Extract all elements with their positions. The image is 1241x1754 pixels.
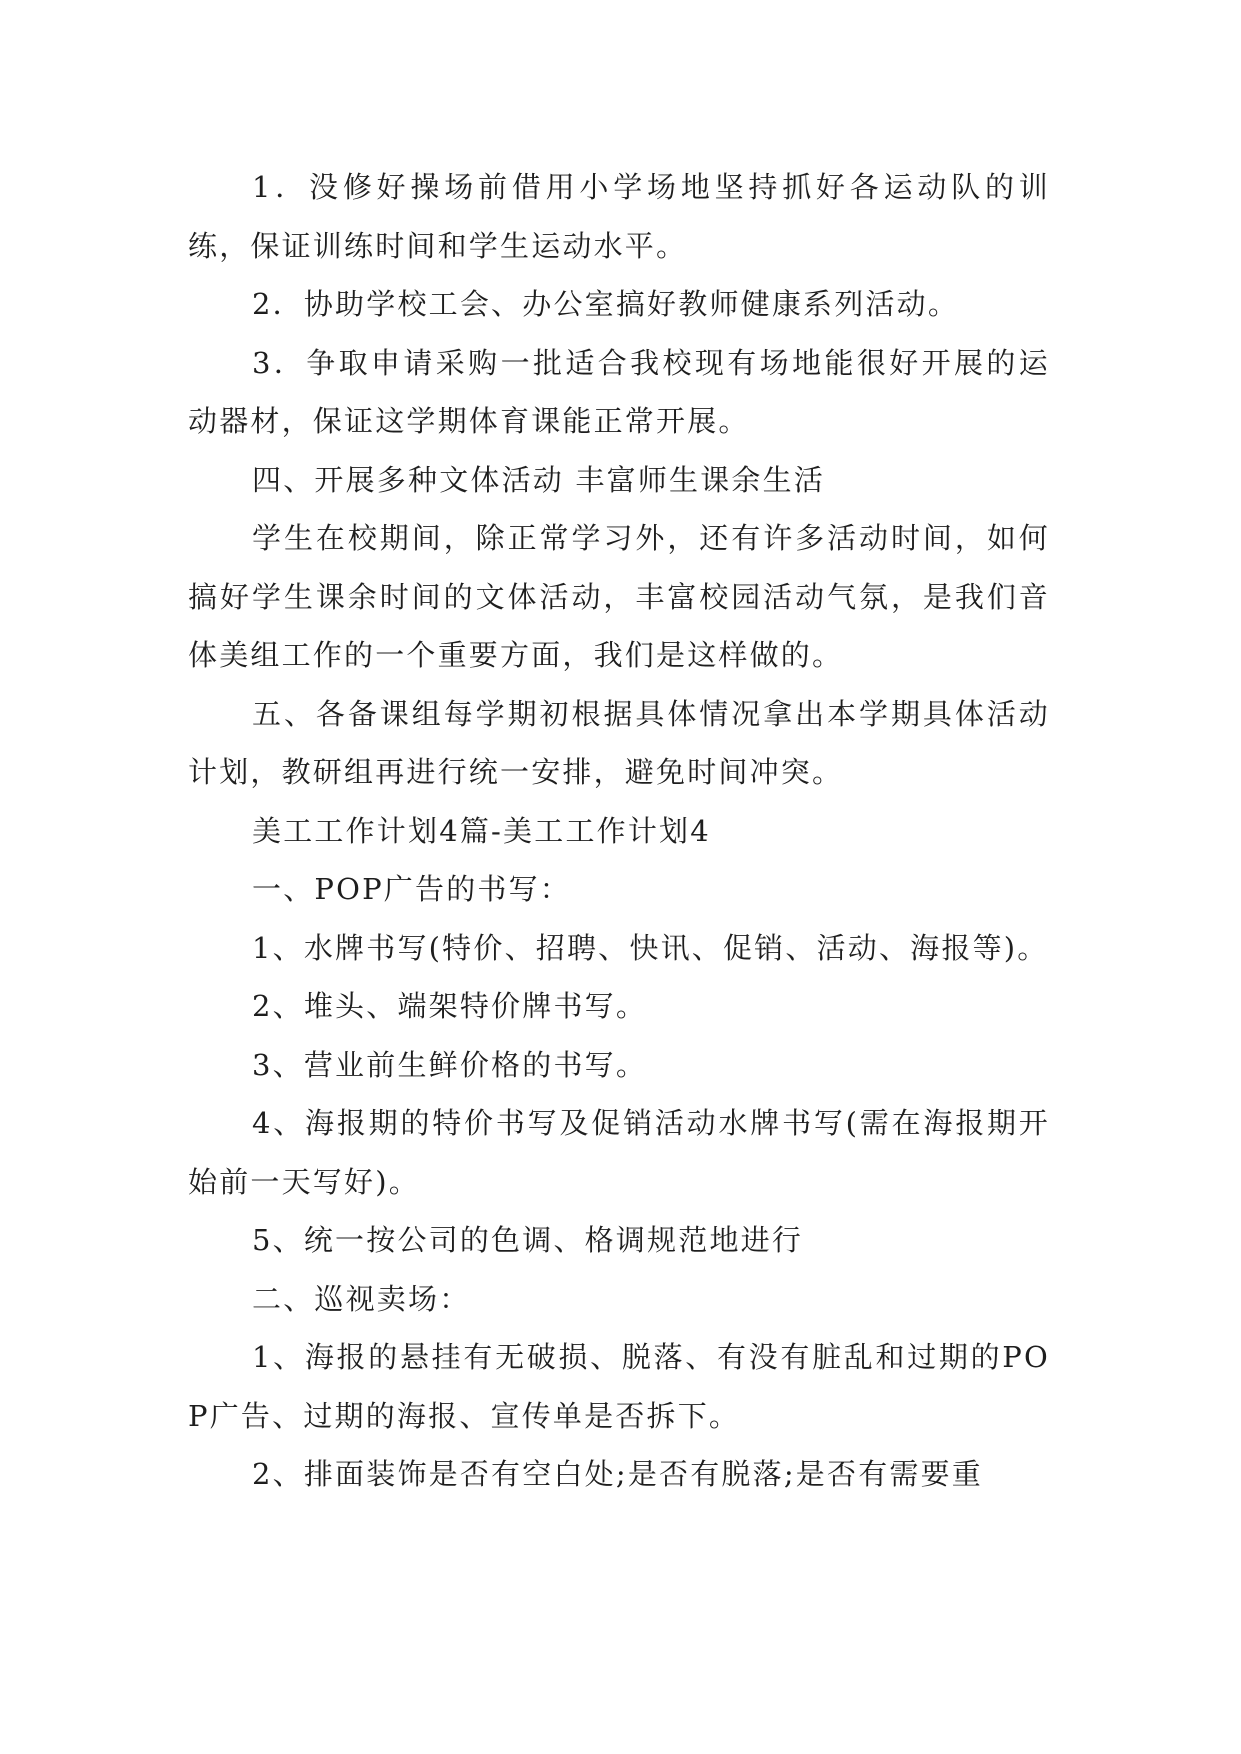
section-heading-patrol: 二、巡视卖场： <box>252 1281 471 1316</box>
document-subtitle: 美工工作计划4篇-美工工作计划4 <box>252 813 711 848</box>
paragraph-9: 1、水牌书写(特价、招聘、快讯、促销、活动、海报等)。 <box>252 930 1049 965</box>
paragraph-10: 2、堆头、端架特价牌书写。 <box>252 989 648 1023</box>
paragraph-16: 2、排面装饰是否有空白处;是否有脱落;是否有需要重 <box>252 1457 983 1491</box>
paragraph-2: 2．协助学校工会、办公室搞好教师健康系列活动。 <box>252 287 960 321</box>
paragraph-11: 3、营业前生鲜价格的书写。 <box>252 1047 648 1082</box>
paragraph-1: 1．没修好操场前借用小学场地坚持抓好各运动队的训练，保证训练时间和学生运动水平。 <box>188 170 1050 263</box>
section-heading-4: 四、开展多种文体活动 丰富师生课余生活 <box>252 462 826 497</box>
paragraph-12: 4、海报期的特价书写及促销活动水牌书写(需在海报期开始前一天写好)。 <box>188 1106 1050 1199</box>
paragraph-13: 5、统一按公司的色调、格调规范地进行 <box>252 1223 804 1257</box>
section-heading-5: 五、各备课组每学期初根据具体情况拿出本学期具体活动计划，教研组再进行统一安排，避免时间冲突。 <box>188 696 1050 789</box>
paragraph-3: 3．争取申请采购一批适合我校现有场地能很好开展的运动器材，保证这学期体育课能正常开展。 <box>188 345 1050 438</box>
paragraph-5: 学生在校期间，除正常学习外，还有许多活动时间，如何搞好学生课余时间的文体活动，丰富校园活动气氛，是我们音体美组工作的一个重要方面，我们是这样做的。 <box>188 521 1050 672</box>
paragraph-15: 1、海报的悬挂有无破损、脱落、有没有脏乱和过期的POP广告、过期的海报、宣传单是否拆下。 <box>188 1340 1050 1433</box>
section-heading-pop: 一、POP广告的书写： <box>252 872 572 906</box>
document-body <box>188 158 1050 1504</box>
